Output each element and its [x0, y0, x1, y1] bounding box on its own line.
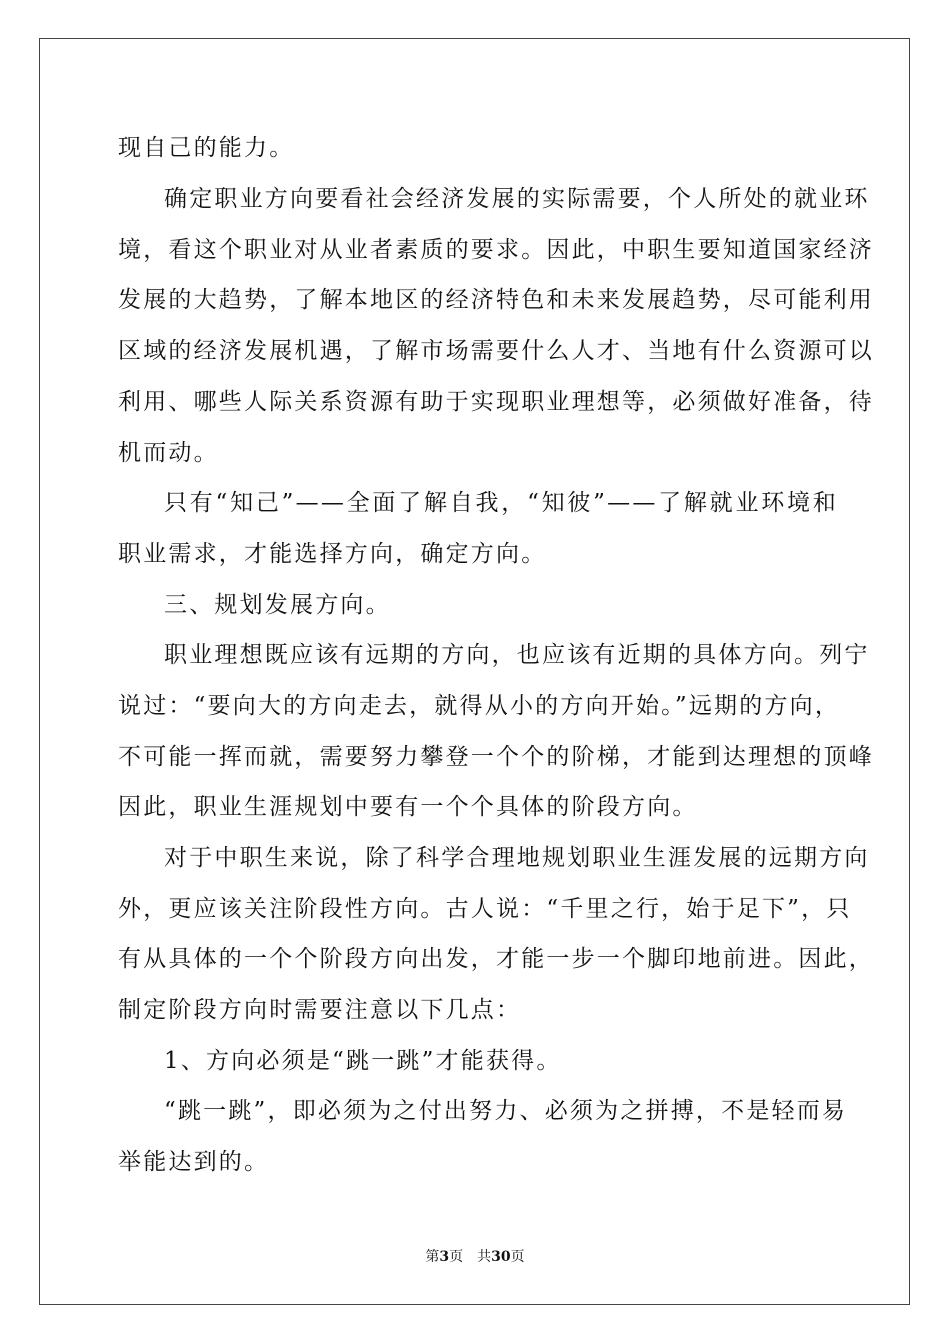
text-line: 区域的经济发展机遇，了解市场需要什么人才、当地有什么资源可以 — [118, 338, 874, 364]
text-line: 制定阶段方向时需要注意以下几点： — [118, 997, 522, 1023]
text-line: 因此，职业生涯规划中要有一个个具体的阶段方向。 — [118, 794, 698, 820]
text-line: 发展的大趋势，了解本地区的经济特色和未来发展趋势，尽可能利用 — [118, 287, 874, 313]
text-line: 利用、哪些人际关系资源有助于实现职业理想等，必须做好准备，待 — [118, 389, 874, 415]
page-prefix: 第 — [425, 1249, 440, 1265]
page-unit: 页 — [449, 1249, 464, 1265]
text-line: 确定职业方向要看社会经济发展的实际需要，个人所处的就业环 — [164, 186, 870, 212]
list-item-heading: 1、方向必须是“跳一跳”才能获得。 — [164, 1048, 562, 1074]
text-line: “跳一跳”，即必须为之付出努力、必须为之拼搏，不是轻而易 — [164, 1098, 848, 1124]
text-line: 说过：“要向大的方向走去，就得从小的方向开始。”远期的方向， — [118, 693, 841, 719]
total-unit: 页 — [510, 1249, 525, 1265]
current-page-number: 3 — [439, 1249, 450, 1265]
text-line: 职业理想既应该有远期的方向，也应该有近期的具体方向。列宁 — [164, 642, 870, 668]
text-line: 只有“知己”——全面了解自我，“知彼”——了解就业环境和 — [164, 490, 838, 516]
text-line: 外，更应该关注阶段性方向。古人说：“千里之行，始于足下”，只 — [118, 896, 852, 922]
text-line: 对于中职生来说，除了科学合理地规划职业生涯发展的远期方向 — [164, 845, 870, 871]
total-prefix: 共 — [477, 1249, 492, 1265]
section-heading: 三、规划发展方向。 — [164, 592, 391, 618]
text-line: 职业需求，才能选择方向，确定方向。 — [118, 541, 547, 567]
text-line: 有从具体的一个个阶段方向出发，才能一步一个脚印地前进。因此， — [118, 946, 874, 972]
text-line: 不可能一挥而就，需要努力攀登一个个的阶梯，才能到达理想的顶峰 — [118, 744, 874, 770]
text-line: 现自己的能力。 — [118, 135, 295, 161]
text-line: 境，看这个职业对从业者素质的要求。因此，中职生要知道国家经济 — [118, 237, 874, 263]
text-line: 举能达到的。 — [118, 1149, 270, 1175]
text-line: 机而动。 — [118, 440, 219, 466]
total-page-number: 30 — [491, 1249, 511, 1265]
page-footer — [0, 1248, 950, 1266]
